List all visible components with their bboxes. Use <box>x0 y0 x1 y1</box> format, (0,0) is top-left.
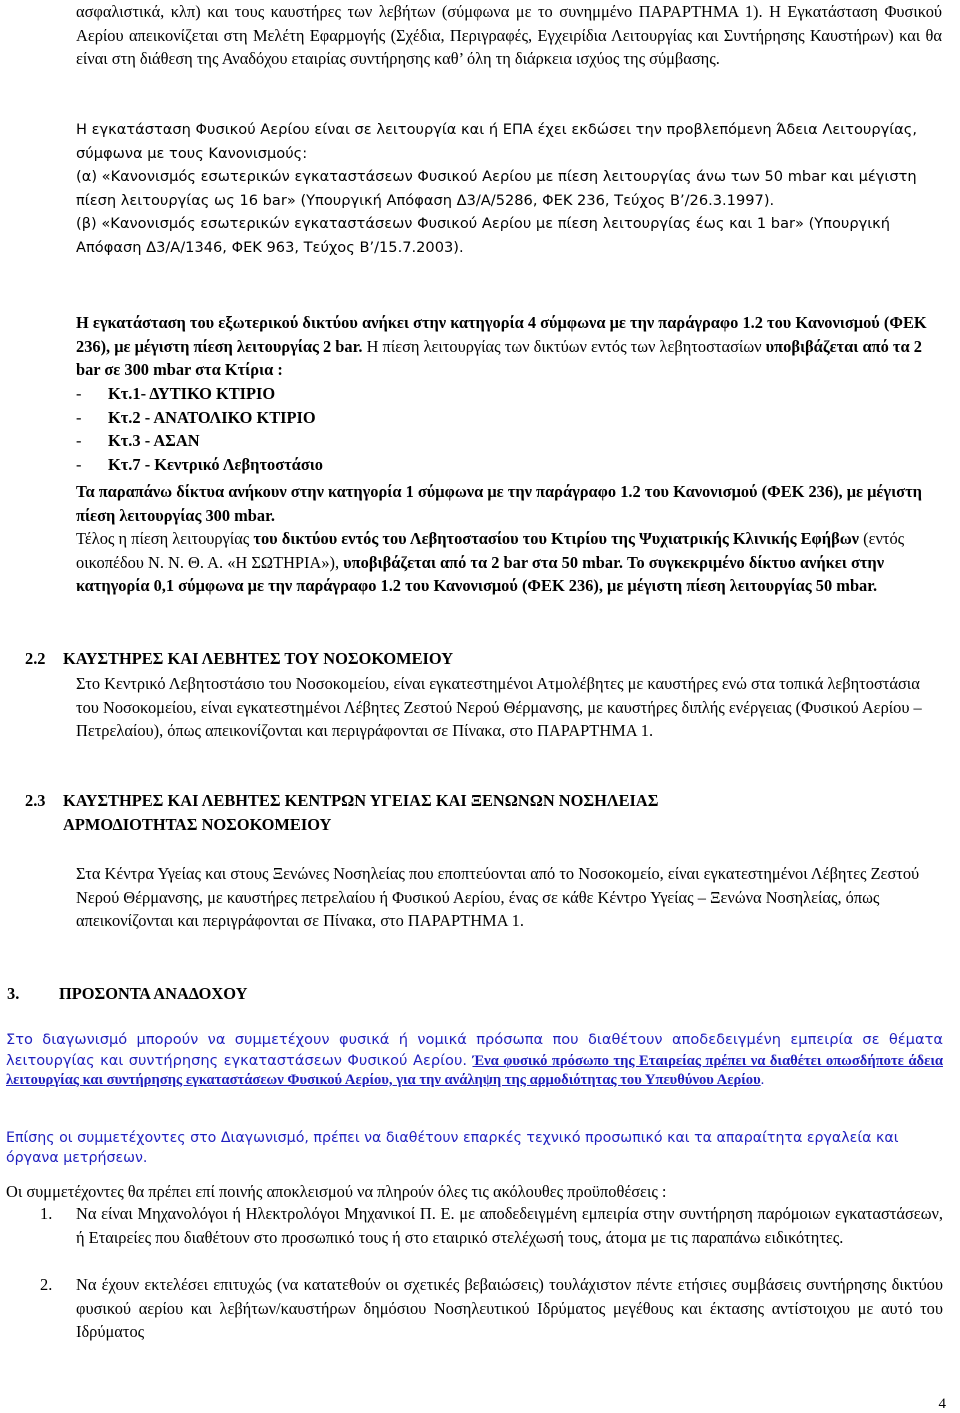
section-2-3-heading: 2.3 ΚΑΥΣΤΗΡΕΣ ΚΑΙ ΛΕΒΗΤΕΣ ΚΕΝΤΡΩΝ ΥΓΕΙΑΣ ΚΑΙ ΞΕΝΩΝΩΝ ΝΟΣΗΛΕΙΑΣ ΑΡΜΟΔΙΟΤΗΤΑΣ ΝΟΣΟΚΟΜΕΙΟΥ <box>25 791 659 834</box>
section-2-2-body: Στο Κεντρικό Λεβητοστάσιο του Νοσοκομείου, είναι εγκατεστημένοι Ατμολέβητες με καυστήρες ενώ στα τοπικά λεβητοστάσια του Νοσοκομείου, είναι εγκατεστημένοι Λέβητες Ζεστού Νερού Θέρμανσης, με καυστήρες διπλής ενέργειας (Φυσικού Αερίου – Πετρελαίου), όπως απεικονίζονται και περιγράφονται σε Πίνακα, στο ΠΑΡΑΡΤΗΜΑ 1. <box>76 674 922 740</box>
intro-paragraph: ασφαλιστικά, κλπ) και τους καυστήρες των λεβήτων (σύμφωνα με το συνημμένο ΠΑΡΑΡΤΗΜΑ 1). Η Εγκατάσταση Φυσικού Αερίου απεικονίζεται στη Μελέτη Εφαρμογής (Σχέδια, Περιγραφές, Εγχειρίδια Λειτουργίας και Συντήρησης Καυστήρων) και θα είναι στη διάθεση της Αναδόχου εταιρίας συντήρησης καθ’ όλη τη διάρκεια ισχύος της σύμβασης. <box>76 2 942 68</box>
requirements-intro: Οι συμμετέχοντες θα πρέπει επί ποινής αποκλεισμού να πληρούν όλες τις ακόλουθες προϋποθέσεις : <box>6 1182 667 1201</box>
requirement-item: Να είναι Μηχανολόγοι ή Ηλεκτρολόγοι Μηχανικοί Π. Ε. με αποδεδειγμένη εμπειρία στην συντήρηση παρόμοιων εγκαταστάσεων, ή Εταιρείες που διαθέτουν στο προσωπικό τους ή στο εταιρικό στελέχωσή τους, άτομα με τις παραπάνω ειδικότητες. <box>76 1204 943 1247</box>
section-2-3-body: Στα Κέντρα Υγείας και στους Ξενώνες Νοσηλείας που εποπτεύονται από το Νοσοκομείο, είναι εγκατεστημένοι Λέβητες Ζεστού Νερού Θέρμανσης, με καυστήρες πετρελαίου ή Φυσικού Αερίου, ένας σε κάθε Κέντρο Υγείας – Ξενώνα Νοσηλείας, όπως απεικονίζονται και περιγράφονται σε Πίνακα, στο ΠΑΡΑΡΤΗΜΑ 1. <box>76 864 920 930</box>
section-2-2-heading: 2.2 ΚΑΥΣΤΗΡΕΣ ΚΑΙ ΛΕΒΗΤΕΣ ΤΟΥ ΝΟΣΟΚΟΜΕΙΟΥ <box>25 649 454 668</box>
networks-category: Τα παραπάνω δίκτυα ανήκουν στην κατηγορία 1 σύμφωνα με την παράγραφο 1.2 του Κανονισμού (ΦΕΚ 236), με μέγιστη πίεση λειτουργίας 300 mbar. <box>76 482 922 525</box>
license-block <box>76 118 942 259</box>
requirement-number: 2. <box>40 1275 53 1294</box>
equipment-paragraph: Επίσης οι συμμετέχοντες στο Διαγωνισμό, πρέπει να διαθέτουν επαρκές τεχνικό προσωπικό και τα απαραίτητα εργαλεία και όργανα μετρήσεων. <box>6 1130 899 1166</box>
requirement-number: 1. <box>40 1204 53 1223</box>
regulation-a: (α) «Κανονισμός εσωτερικών εγκαταστάσεων Φυσικού Αερίου με πίεση λειτουργίας άνω των 50 mbar και μέγιστη πίεση λειτουργίας ως 16 bar» (Υπουργική Απόφαση Δ3/Α/5286, ΦΕΚ 236, Τεύχος Β’/26.3.1997). <box>76 168 917 209</box>
license-paragraph: Η εγκατάσταση Φυσικού Αερίου είναι σε λειτουργία και ή ΕΠΑ έχει εκδώσει την προβλεπόμενη Άδεια Λειτουργίας, σύμφωνα με τους Κανονισμούς: <box>76 121 918 162</box>
network-paragraph: Η εγκατάσταση του εξωτερικού δικτύου ανήκει στην κατηγορία 4 σύμφωνα με την παράγραφο 1.2 του Κανονισμού (ΦΕΚ 236), με μέγιστη πίεση λειτουργίας 2 bar. Η πίεση λειτουργίας των δικτύων εντός των λεβητοστασίων υποβιβάζεται από τα 2 bar σε 300 mbar στα Κτίρια : <box>76 313 927 379</box>
section-3-heading: 3. ΠΡΟΣΟΝΤΑ ΑΝΑΔΟΧΟΥ <box>7 984 248 1003</box>
eligibility-paragraph: Στο διαγωνισμό μπορούν να συμμετέχουν φυσικά ή νομικά πρόσωπα που διαθέτουν αποδεδειγμένη εμπειρία σε θέματα λειτουργίας και συντήρησης εγκαταστάσεων Φυσικού Αερίου. Ένα φυσικό πρόσωπο της Εταιρείας πρέπει να διαθέτει οπωσδήποτε άδεια λειτουργίας και συντήρησης εγκαταστάσεων Φυσικού Αερίου, για την ανάληψη της αρμοδιότητας του Υπευθύνου Αερίου. <box>6 1031 943 1088</box>
list-item: - Κτ.2 - ΑΝΑΤΟΛΙΚΟ ΚΤΙΡΙΟ <box>76 408 316 427</box>
page-number: 4 <box>938 1396 946 1412</box>
list-item: - Κτ.3 - ΑΣΑΝ <box>76 431 200 450</box>
list-item: - Κτ.1- ΔΥΤΙΚΟ ΚΤΙΡΙΟ <box>76 384 276 403</box>
list-item: - Κτ.7 - Κεντρικό Λεβητοστάσιο <box>76 455 324 474</box>
regulation-b: (β) «Κανονισμός εσωτερικών εγκαταστάσεων Φυσικού Αερίου με πίεση λειτουργίας έως και 1 bar» (Υπουργική Απόφαση Δ3/Α/1346, ΦΕΚ 963, Τεύχος Β’/15.7.2003). <box>76 215 891 256</box>
final-pressure-paragraph: Τέλος η πίεση λειτουργίας του δικτύου εντός του Λεβητοστασίου του Κτιρίου της Ψυχιατρικής Κλινικής Εφήβων (εντός οικοπέδου Ν. Ν. Θ. Α. «Η ΣΩΤΗΡΙΑ»), υποβιβάζεται από τα 2 bar στα 50 mbar. Το συγκεκριμένο δίκτυο ανήκει στην κατηγορία 0,1 σύμφωνα με την παράγραφο 1.2 του Κανονισμού (ΦΕΚ 236), με μέγιστη πίεση λειτουργίας 50 mbar. <box>76 529 905 595</box>
requirement-item: Να έχουν εκτελέσει επιτυχώς (να κατατεθούν οι σχετικές βεβαιώσεις) τουλάχιστον πέντε ετήσιες συμβάσεις συντήρησης δικτύου φυσικού αερίου και λεβήτων/καυστήρων δημόσιου Νοσηλευτικού Ιδρύματος μεγέθους και έκτασης αντίστοιχου με αυτό του Ιδρύματος <box>76 1275 943 1341</box>
